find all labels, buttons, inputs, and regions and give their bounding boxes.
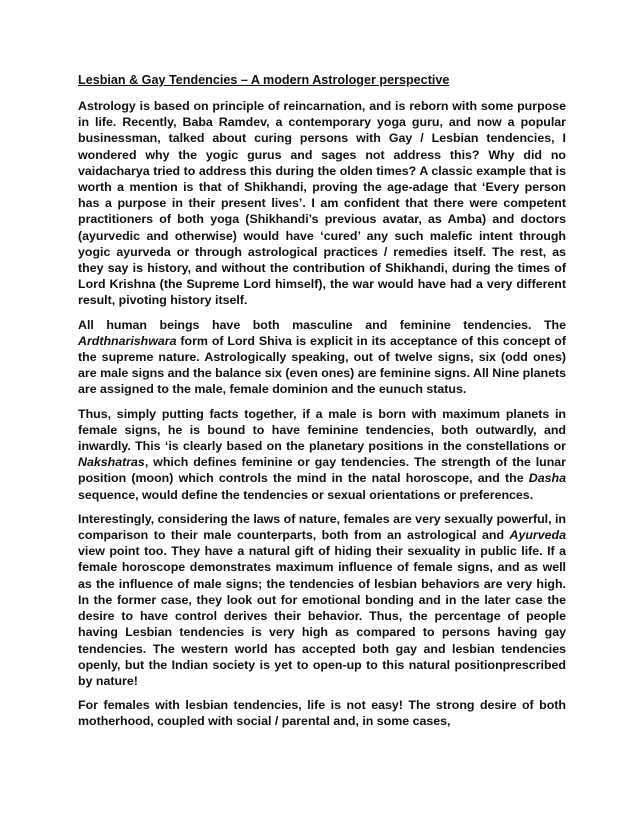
paragraph-2-text-b: form of Lord Shiva is explicit in its acceptance of this concept of the supreme nature. Astrologically speaking, out of twelve signs, six (odd ones) are male signs and the balance six (even ones) are feminine signs. All Nine planets are assigned to the male, female dominion and the eunuch status. <box>78 333 566 397</box>
paragraph-1: Astrology is based on principle of reincarnation, and is reborn with some purpose in life. Recently, Baba Ramdev, a contemporary yoga guru, and now a popular businessman, talked about curing persons with Gay / Lesbian tendencies, I wondered why the yogic gurus and sages not address this? Why did no vaidacharya tried to address this during the olden times? A classic example that is worth a mention is that of Shikhandi, proving the age-adage that ‘Every person has a purpose in their present lives’. I am confident that there were competent practitioners of both yoga (Shikhandi’s previous avatar, as Amba) and doctors (ayurvedic and otherwise) would have ‘cured’ any such malefic intent through yogic ayurveda or through astrological practices / remedies itself. The rest, as they say is history, and without the contribution of Shikhandi, during the times of Lord Krishna (the Supreme Lord himself), the war would have had a very different result, pivoting history itself. <box>78 99 566 308</box>
paragraph-3-text-c: sequence, would define the tendencies or sexual orientations or preferences. <box>78 487 534 502</box>
paragraph-2 <box>78 317 566 398</box>
document-title: Lesbian & Gay Tendencies – A modern Astrologer perspective <box>78 73 450 87</box>
paragraph-3-text-a: Thus, simply putting facts together, if a male is born with maximum planets in female signs, he is bound to have feminine tendencies, both outwardly, and inwardly. This ‘is clearly based on the planetary positions in the constellations or <box>78 406 566 454</box>
paragraph-4 <box>78 511 566 689</box>
term-nakshatras: Nakshatras <box>78 455 145 470</box>
term-dasha: Dasha <box>528 471 566 486</box>
paragraph-5: For females with lesbian tendencies, life is not easy! The strong desire of both motherhood, coupled with social / parental and, in some cases, <box>78 698 566 729</box>
term-ardthnarishwara: Ardthnarishwara <box>78 333 177 348</box>
paragraph-4-text-b: view point too. They have a natural gift of hiding their sexuality in public life. If a female horoscope demonstrates maximum influence of female signs, and as well as the influence of male signs; the tendencies of lesbian behaviors are very high. In the former case, they look out for emotional bonding and in the later case the desire to have control derives their behavior. Thus, the percentage of people having Lesbian tendencies is very high as compared to persons having gay tendencies. The western world has accepted both gay and lesbian tendencies openly, but the Indian society is yet to open-up to this natural positionprescribed by nature! <box>78 544 566 688</box>
paragraph-4-text-a: Interestingly, considering the laws of nature, females are very sexually powerful, in comparison to their male counterparts, both from an astrological and <box>78 511 566 543</box>
paragraph-3-text-b: , which defines feminine or gay tendencies. The strength of the lunar position (moon) which controls the mind in the natal horoscope, and the <box>78 455 566 486</box>
term-ayurveda: Ayurveda <box>509 528 566 543</box>
paragraph-3 <box>78 406 566 503</box>
paragraph-2-text-a: All human beings have both masculine and feminine tendencies. The <box>78 317 566 332</box>
